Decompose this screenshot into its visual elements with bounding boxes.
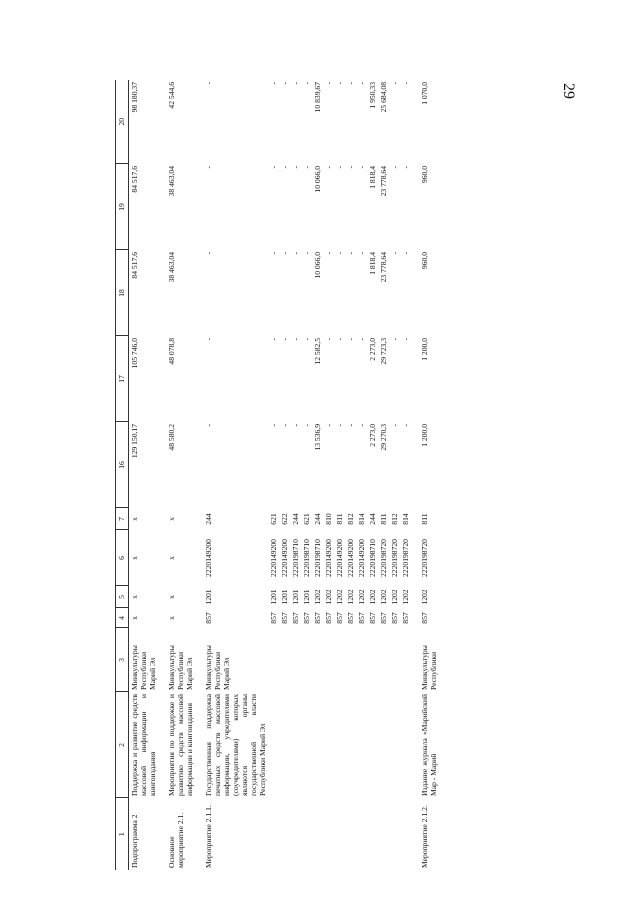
table-cell-c19: - bbox=[291, 166, 300, 169]
table-cell-c4: x bbox=[130, 616, 139, 620]
table-cell-c1: Мероприятие 2.1.2. bbox=[420, 805, 429, 868]
table-cell-c5: 1202 bbox=[390, 589, 399, 605]
table-cell-c7: 811 bbox=[379, 513, 388, 525]
table-cell-c19: 960,0 bbox=[420, 166, 429, 184]
table-cell-c4: 857 bbox=[280, 612, 289, 624]
table-cell-c1 bbox=[268, 798, 279, 870]
table-cell-c7: 812 bbox=[346, 513, 355, 525]
table-cell-c20: 10 839,67 bbox=[313, 82, 322, 113]
table-cell-c19: - bbox=[269, 166, 278, 169]
table-cell-c7: 244 bbox=[313, 513, 322, 525]
table-cell-c17: - bbox=[302, 338, 311, 341]
table-row bbox=[290, 80, 301, 870]
table-cell-c6: x bbox=[167, 556, 176, 560]
table-cell-c4: 857 bbox=[401, 612, 410, 624]
table-cell-c6: 2220149200 bbox=[280, 539, 289, 577]
table-row bbox=[411, 80, 439, 870]
table-cell-c18: - bbox=[324, 252, 333, 255]
table-cell-c20: 98 180,37 bbox=[130, 82, 139, 113]
table-cell-c1 bbox=[334, 798, 345, 870]
table-cell-c17: - bbox=[390, 338, 399, 341]
table-cell-c19: 23 778,64 bbox=[379, 166, 388, 197]
table-cell-c7: 621 bbox=[302, 513, 311, 525]
table-cell-c19: - bbox=[204, 166, 213, 169]
table-cell-c17: - bbox=[269, 338, 278, 341]
table-cell-c2: Издание журнала «Марийский Мар - Марий bbox=[420, 694, 438, 796]
column-header: 4 bbox=[116, 608, 129, 628]
table-cell-c5: 1201 bbox=[204, 589, 213, 605]
table-cell-c3 bbox=[367, 628, 378, 692]
table-cell-c6: 2220198720 bbox=[401, 539, 410, 577]
table-cell-c4: 857 bbox=[204, 612, 213, 624]
table-cell-c5: 1201 bbox=[280, 589, 289, 605]
table-cell-c20: - bbox=[280, 82, 289, 85]
table-cell-c18: - bbox=[357, 252, 366, 255]
table-cell-c5: 1202 bbox=[357, 589, 366, 605]
table-cell-c20: - bbox=[269, 82, 278, 85]
column-header: 3 bbox=[116, 628, 129, 692]
table-cell-c18: 1 818,4 bbox=[368, 252, 377, 275]
table-cell-c1 bbox=[312, 798, 323, 870]
table-cell-c7: 621 bbox=[269, 513, 278, 525]
table-cell-c1: Мероприятие 2.1.1. bbox=[204, 805, 213, 868]
table-cell-c5: 1202 bbox=[346, 589, 355, 605]
table-cell-c4: 857 bbox=[390, 612, 399, 624]
table-cell-c18: - bbox=[390, 252, 399, 255]
table-cell-c5: 1201 bbox=[291, 589, 300, 605]
table-cell-c16: 2 273,0 bbox=[368, 424, 377, 447]
table-cell-c18: - bbox=[204, 252, 213, 255]
table-cell-c17: - bbox=[346, 338, 355, 341]
table-cell-c7: 244 bbox=[291, 513, 300, 525]
table-cell-c19: 38 463,04 bbox=[167, 166, 176, 197]
table-cell-c19: 1 818,4 bbox=[368, 166, 377, 189]
table-cell-c20: - bbox=[346, 82, 355, 85]
table-cell-c3 bbox=[389, 628, 400, 692]
table-cell-c19: - bbox=[401, 166, 410, 169]
table-cell-c18: 10 066,0 bbox=[313, 252, 322, 279]
table-cell-c1 bbox=[301, 798, 312, 870]
table-row bbox=[323, 80, 334, 870]
table-cell-c3 bbox=[356, 628, 367, 692]
table-cell-c18: - bbox=[291, 252, 300, 255]
table-cell-c6: 2220149200 bbox=[269, 539, 278, 577]
table-row bbox=[312, 80, 323, 870]
table-cell-c17: 2 273,0 bbox=[368, 338, 377, 361]
table-cell-c19: - bbox=[324, 166, 333, 169]
table-row bbox=[129, 80, 159, 870]
table-cell-c16: - bbox=[324, 424, 333, 427]
table-cell-c7: x bbox=[167, 517, 176, 521]
column-header: 6 bbox=[116, 530, 129, 586]
table-cell-c7: x bbox=[130, 517, 139, 521]
table-row bbox=[400, 80, 411, 870]
table-cell-c16: - bbox=[269, 424, 278, 427]
table-cell-c17: - bbox=[401, 338, 410, 341]
table-cell-c3: Минкультуры Республики Марий Эл bbox=[167, 645, 194, 690]
table-cell-c19: - bbox=[346, 166, 355, 169]
table-cell-c5: 1202 bbox=[379, 589, 388, 605]
table-cell-c20: - bbox=[291, 82, 300, 85]
table-cell-c1 bbox=[279, 798, 290, 870]
table-cell-c1 bbox=[323, 798, 334, 870]
table-cell-c1 bbox=[367, 798, 378, 870]
table-cell-c5: x bbox=[130, 595, 139, 599]
column-header: 1 bbox=[116, 798, 129, 870]
table-cell-c4: 857 bbox=[291, 612, 300, 624]
table-cell-c20: - bbox=[390, 82, 399, 85]
table-cell-c2 bbox=[389, 692, 400, 798]
table-cell-c5: 1202 bbox=[368, 589, 377, 605]
table-cell-c6: 2220149200 bbox=[357, 539, 366, 577]
rotated-table-page bbox=[115, 80, 530, 870]
table-cell-c20: - bbox=[335, 82, 344, 85]
table-cell-c16: - bbox=[401, 424, 410, 427]
table-cell-c18: 960,0 bbox=[420, 252, 429, 270]
table-cell-c4: 857 bbox=[357, 612, 366, 624]
table-cell-c16: - bbox=[280, 424, 289, 427]
table-cell-c3: Минкультуры Республики Марий Эл bbox=[130, 645, 157, 690]
table-cell-c5: x bbox=[167, 595, 176, 599]
table-cell-c19: - bbox=[335, 166, 344, 169]
table-cell-c2 bbox=[334, 692, 345, 798]
table-cell-c5: 1202 bbox=[420, 589, 429, 605]
table-row bbox=[268, 80, 279, 870]
table-cell-c4: 857 bbox=[302, 612, 311, 624]
table-row bbox=[378, 80, 389, 870]
table-cell-c17: 12 582,5 bbox=[313, 338, 322, 365]
table-cell-c6: 2220149200 bbox=[335, 539, 344, 577]
table-cell-c7: 811 bbox=[420, 513, 429, 525]
table-cell-c19: 84 517,6 bbox=[130, 166, 139, 193]
table-cell-c18: 84 517,6 bbox=[130, 252, 139, 279]
table-cell-c3 bbox=[334, 628, 345, 692]
table-cell-c17: 29 723,3 bbox=[379, 338, 388, 365]
table-cell-c20: 1 070,0 bbox=[420, 82, 429, 105]
table-cell-c4: 857 bbox=[324, 612, 333, 624]
column-header: 2 bbox=[116, 692, 129, 798]
table-cell-c16: - bbox=[346, 424, 355, 427]
table-cell-c17: - bbox=[324, 338, 333, 341]
table-cell-c2 bbox=[367, 692, 378, 798]
table-cell-c18: - bbox=[280, 252, 289, 255]
table-cell-c6: 2220149200 bbox=[204, 539, 213, 577]
table-cell-c2 bbox=[279, 692, 290, 798]
table-cell-c2 bbox=[323, 692, 334, 798]
table-row bbox=[367, 80, 378, 870]
table-cell-c16: - bbox=[390, 424, 399, 427]
table-cell-c19: 10 066,0 bbox=[313, 166, 322, 193]
table-cell-c1 bbox=[345, 798, 356, 870]
table-cell-c16: - bbox=[335, 424, 344, 427]
header-row bbox=[116, 80, 129, 870]
table-cell-c7: 622 bbox=[280, 513, 289, 525]
table-cell-c6: 2220149200 bbox=[324, 539, 333, 577]
table-cell-c4: 857 bbox=[335, 612, 344, 624]
table-row bbox=[334, 80, 345, 870]
table-row bbox=[158, 80, 195, 870]
table-cell-c20: 42 544,6 bbox=[167, 82, 176, 109]
table-cell-c16: - bbox=[291, 424, 300, 427]
table-cell-c5: 1202 bbox=[401, 589, 410, 605]
table-cell-c16: 1 200,0 bbox=[420, 424, 429, 447]
table-cell-c1: Подпрограмма 2 bbox=[130, 814, 139, 868]
table-cell-c17: 1 200,0 bbox=[420, 338, 429, 361]
page-number: 29 bbox=[560, 83, 577, 99]
column-header: 18 bbox=[116, 250, 129, 336]
table-cell-c7: 812 bbox=[390, 513, 399, 525]
table-cell-c16: - bbox=[302, 424, 311, 427]
table-cell-c3 bbox=[378, 628, 389, 692]
table-cell-c17: - bbox=[335, 338, 344, 341]
table-cell-c17: - bbox=[280, 338, 289, 341]
table-cell-c20: - bbox=[401, 82, 410, 85]
table-cell-c1 bbox=[290, 798, 301, 870]
budget-table bbox=[115, 80, 439, 870]
table-cell-c6: 2220198710 bbox=[302, 539, 311, 577]
table-cell-c4: x bbox=[167, 616, 176, 620]
table-cell-c6: 2220198720 bbox=[379, 539, 388, 577]
table-cell-c6: 2220198710 bbox=[368, 539, 377, 577]
table-cell-c5: 1201 bbox=[269, 589, 278, 605]
column-header: 7 bbox=[116, 508, 129, 530]
table-cell-c19: - bbox=[302, 166, 311, 169]
table-cell-c5: 1202 bbox=[313, 589, 322, 605]
table-cell-c4: 857 bbox=[420, 612, 429, 624]
table-cell-c7: 244 bbox=[368, 513, 377, 525]
table-cell-c4: 857 bbox=[313, 612, 322, 624]
table-row bbox=[389, 80, 400, 870]
table-cell-c3 bbox=[323, 628, 334, 692]
table-cell-c4: 857 bbox=[368, 612, 377, 624]
table-cell-c5: 1202 bbox=[335, 589, 344, 605]
table-cell-c6: 2220198710 bbox=[313, 539, 322, 577]
table-row bbox=[345, 80, 356, 870]
table-cell-c7: 814 bbox=[401, 513, 410, 525]
table-cell-c6: 2220149200 bbox=[346, 539, 355, 577]
table-cell-c19: - bbox=[357, 166, 366, 169]
table-cell-c20: 1 950,33 bbox=[368, 82, 377, 109]
table-cell-c20: - bbox=[204, 82, 213, 85]
table-cell-c2: Поддержка и развитие средств массовой информации и книгоиздания bbox=[130, 694, 157, 796]
column-header: 17 bbox=[116, 336, 129, 422]
table-cell-c16: 29 270,3 bbox=[379, 424, 388, 451]
table-cell-c7: 814 bbox=[357, 513, 366, 525]
table-cell-c2: Мероприятия по поддержке и развитию средств массовой информации и книгоиздания bbox=[167, 694, 194, 796]
table-cell-c18: 38 463,04 bbox=[167, 252, 176, 283]
table-cell-c16: 129 150,17 bbox=[130, 424, 139, 459]
table-row bbox=[301, 80, 312, 870]
table-cell-c4: 857 bbox=[379, 612, 388, 624]
table-cell-c2: Государственная поддержка печатных средств массовой информации, учредителями (соучредителями) которых являются органы государственной власти Республики Марий Эл bbox=[204, 694, 267, 796]
table-cell-c19: - bbox=[280, 166, 289, 169]
table-cell-c3: Минкультуры Республики Марий Эл bbox=[204, 645, 231, 690]
table-cell-c6: 2220198720 bbox=[390, 539, 399, 577]
table-cell-c7: 811 bbox=[335, 513, 344, 525]
table-cell-c18: - bbox=[269, 252, 278, 255]
table-row bbox=[195, 80, 268, 870]
table-cell-c20: - bbox=[324, 82, 333, 85]
table-cell-c16: - bbox=[204, 424, 213, 427]
table-cell-c16: - bbox=[357, 424, 366, 427]
table-cell-c1 bbox=[378, 798, 389, 870]
table-cell-c17: 105 746,0 bbox=[130, 338, 139, 369]
table-cell-c2 bbox=[312, 692, 323, 798]
table-cell-c3 bbox=[400, 628, 411, 692]
table-cell-c2 bbox=[301, 692, 312, 798]
table-cell-c2 bbox=[290, 692, 301, 798]
table-cell-c16: 13 536,9 bbox=[313, 424, 322, 451]
table-cell-c1: Основное мероприятие 2.1. bbox=[167, 812, 185, 868]
table-cell-c2 bbox=[268, 692, 279, 798]
table-cell-c6: x bbox=[130, 556, 139, 560]
table-cell-c18: - bbox=[302, 252, 311, 255]
table-cell-c2 bbox=[356, 692, 367, 798]
table-cell-c20: 25 684,08 bbox=[379, 82, 388, 113]
table-cell-c6: 2220198710 bbox=[291, 539, 300, 577]
table-cell-c3 bbox=[290, 628, 301, 692]
table-cell-c2 bbox=[345, 692, 356, 798]
table-cell-c2 bbox=[378, 692, 389, 798]
table-cell-c5: 1201 bbox=[302, 589, 311, 605]
table-cell-c3 bbox=[312, 628, 323, 692]
table-cell-c20: - bbox=[357, 82, 366, 85]
table-cell-c17: - bbox=[204, 338, 213, 341]
column-header: 19 bbox=[116, 164, 129, 250]
table-cell-c5: 1202 bbox=[324, 589, 333, 605]
table-cell-c3 bbox=[279, 628, 290, 692]
column-header: 16 bbox=[116, 422, 129, 508]
column-header: 5 bbox=[116, 586, 129, 608]
table-cell-c1 bbox=[389, 798, 400, 870]
table-cell-c6: 2220198720 bbox=[420, 539, 429, 577]
table-cell-c7: 810 bbox=[324, 513, 333, 525]
table-cell-c4: 857 bbox=[346, 612, 355, 624]
table-cell-c3 bbox=[268, 628, 279, 692]
table-cell-c16: 48 580,2 bbox=[167, 424, 176, 451]
table-cell-c18: - bbox=[346, 252, 355, 255]
table-cell-c1 bbox=[356, 798, 367, 870]
table-cell-c3 bbox=[345, 628, 356, 692]
table-cell-c7: 244 bbox=[204, 513, 213, 525]
column-header: 20 bbox=[116, 80, 129, 164]
table-cell-c18: - bbox=[401, 252, 410, 255]
table-cell-c20: - bbox=[302, 82, 311, 85]
table-cell-c17: - bbox=[291, 338, 300, 341]
table-cell-c1 bbox=[400, 798, 411, 870]
table-body bbox=[129, 80, 440, 870]
table-cell-c17: - bbox=[357, 338, 366, 341]
table-cell-c17: 48 078,8 bbox=[167, 338, 176, 365]
table-cell-c3: Минкультуры Республики bbox=[420, 645, 438, 690]
table-cell-c2 bbox=[400, 692, 411, 798]
table-cell-c4: 857 bbox=[269, 612, 278, 624]
table-row bbox=[356, 80, 367, 870]
table-cell-c18: - bbox=[335, 252, 344, 255]
table-cell-c18: 23 778,64 bbox=[379, 252, 388, 283]
table-row bbox=[279, 80, 290, 870]
table-cell-c3 bbox=[301, 628, 312, 692]
table-cell-c19: - bbox=[390, 166, 399, 169]
